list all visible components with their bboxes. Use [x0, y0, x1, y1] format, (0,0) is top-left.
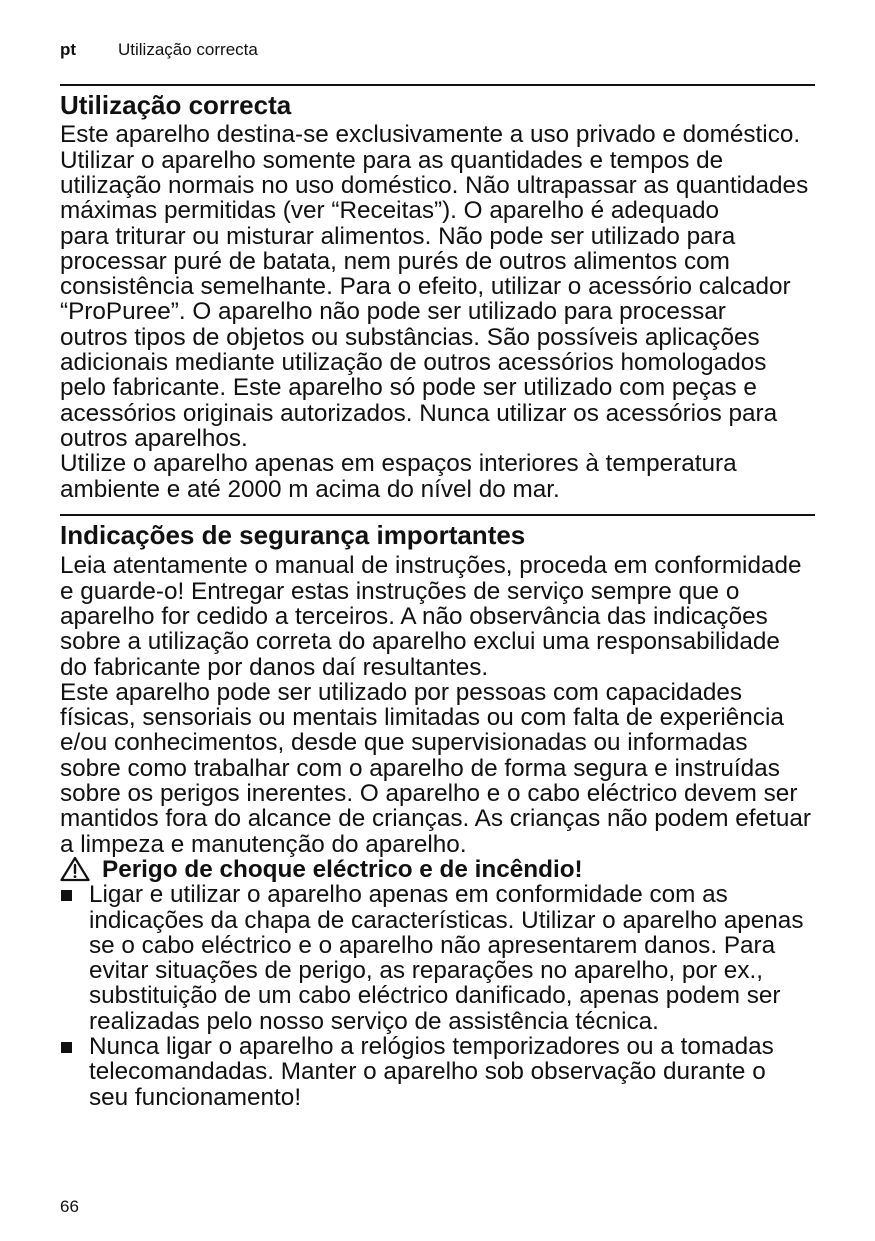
section-divider	[60, 84, 815, 86]
page-header-language: pt	[60, 40, 77, 59]
bullet-line: se o cabo eléctrico e o aparelho não apresentarem danos. Para	[89, 931, 776, 959]
warning-triangle-icon	[60, 856, 90, 882]
body-line: aparelho for cedido a terceiros. A não observância das indicações	[60, 602, 768, 630]
bullet-line: indicações da chapa de características. Utilizar o aparelho apenas	[89, 906, 804, 934]
section-title-safety: Indicações de segurança importantes	[60, 520, 526, 550]
bullet-line: Nunca ligar o aparelho a relógios temporizadores ou a tomadas	[89, 1032, 774, 1060]
body-line: a limpeza e manutenção do aparelho.	[60, 830, 467, 858]
body-line: Este aparelho destina-se exclusivamente a uso privado e doméstico.	[60, 121, 801, 149]
body-line: máximas permitidas (ver “Receitas”). O aparelho é adequado	[60, 197, 720, 225]
body-line: consistência semelhante. Para o efeito, utilizar o acessório calcador	[60, 273, 791, 301]
bullet-item	[60, 1034, 820, 1110]
body-line: ambiente e até 2000 m acima do nível do mar.	[60, 475, 560, 503]
body-line: “ProPuree”. O aparelho não pode ser utilizado para processar	[60, 298, 726, 326]
warning-title: Perigo de choque eléctrico e de incêndio!	[102, 855, 583, 883]
page-header-section: Utilização correcta	[118, 40, 258, 59]
section-title-intended-use: Utilização correcta	[60, 90, 292, 120]
section-divider	[60, 514, 815, 516]
bullet-line: evitar situações de perigo, as reparações no aparelho, por ex.,	[89, 957, 763, 985]
bullet-item	[60, 882, 820, 1034]
body-line: sobre a utilização correta do aparelho exclui uma responsabilidade	[60, 628, 780, 656]
body-line: Utilizar o aparelho somente para as quantidades e tempos de	[60, 146, 724, 174]
body-line: do fabricante por danos daí resultantes.	[60, 653, 489, 681]
bullet-marker	[61, 890, 72, 901]
body-line: físicas, sensoriais ou mentais limitadas ou com falta de experiência	[60, 704, 784, 732]
section-body-safety	[60, 553, 820, 1110]
page-number: 66	[60, 1197, 79, 1216]
body-line: outros tipos de objetos ou substâncias. São possíveis aplicações	[60, 323, 760, 351]
bullet-line: Ligar e utilizar o aparelho apenas em conformidade com as	[89, 881, 728, 909]
body-line: pelo fabricante. Este aparelho só pode ser utilizado com peças e	[60, 374, 757, 402]
body-line: para triturar ou misturar alimentos. Não pode ser utilizado para	[60, 222, 736, 250]
section-body-intended-use	[60, 122, 820, 501]
bullet-line: realizadas pelo nosso serviço de assistência técnica.	[89, 1007, 659, 1035]
body-line: e/ou conhecimentos, desde que supervisionadas ou informadas	[60, 729, 748, 757]
body-line: Este aparelho pode ser utilizado por pessoas com capacidades	[60, 678, 743, 706]
body-line: Leia atentamente o manual de instruções, proceda em conformidade	[60, 552, 802, 580]
body-line: acessórios originais autorizados. Nunca utilizar os acessórios para	[60, 399, 778, 427]
body-line: Utilize o aparelho apenas em espaços interiores à temperatura	[60, 450, 737, 478]
body-line: e guarde-o! Entregar estas instruções de serviço sempre que o	[60, 577, 740, 605]
body-line: mantidos fora do alcance de crianças. As crianças não podem efetuar	[60, 805, 811, 833]
body-line: adicionais mediante utilização de outros acessórios homologados	[60, 349, 767, 377]
bullet-line: telecomandadas. Manter o aparelho sob observação durante o	[89, 1058, 766, 1086]
body-line: sobre como trabalhar com o aparelho de forma segura e instruídas	[60, 754, 780, 782]
body-line: outros aparelhos.	[60, 424, 248, 452]
bullet-line: seu funcionamento!	[89, 1083, 302, 1111]
bullet-line: substituição de um cabo eléctrico danificado, apenas podem ser	[89, 982, 781, 1010]
bullet-marker	[61, 1042, 72, 1053]
body-line: utilização normais no uso doméstico. Não ultrapassar as quantidades	[60, 171, 809, 199]
body-line: sobre os perigos inerentes. O aparelho e o cabo eléctrico devem ser	[60, 780, 798, 808]
body-line: processar puré de batata, nem purés de outros alimentos com	[60, 247, 730, 275]
warning-heading	[60, 857, 820, 882]
